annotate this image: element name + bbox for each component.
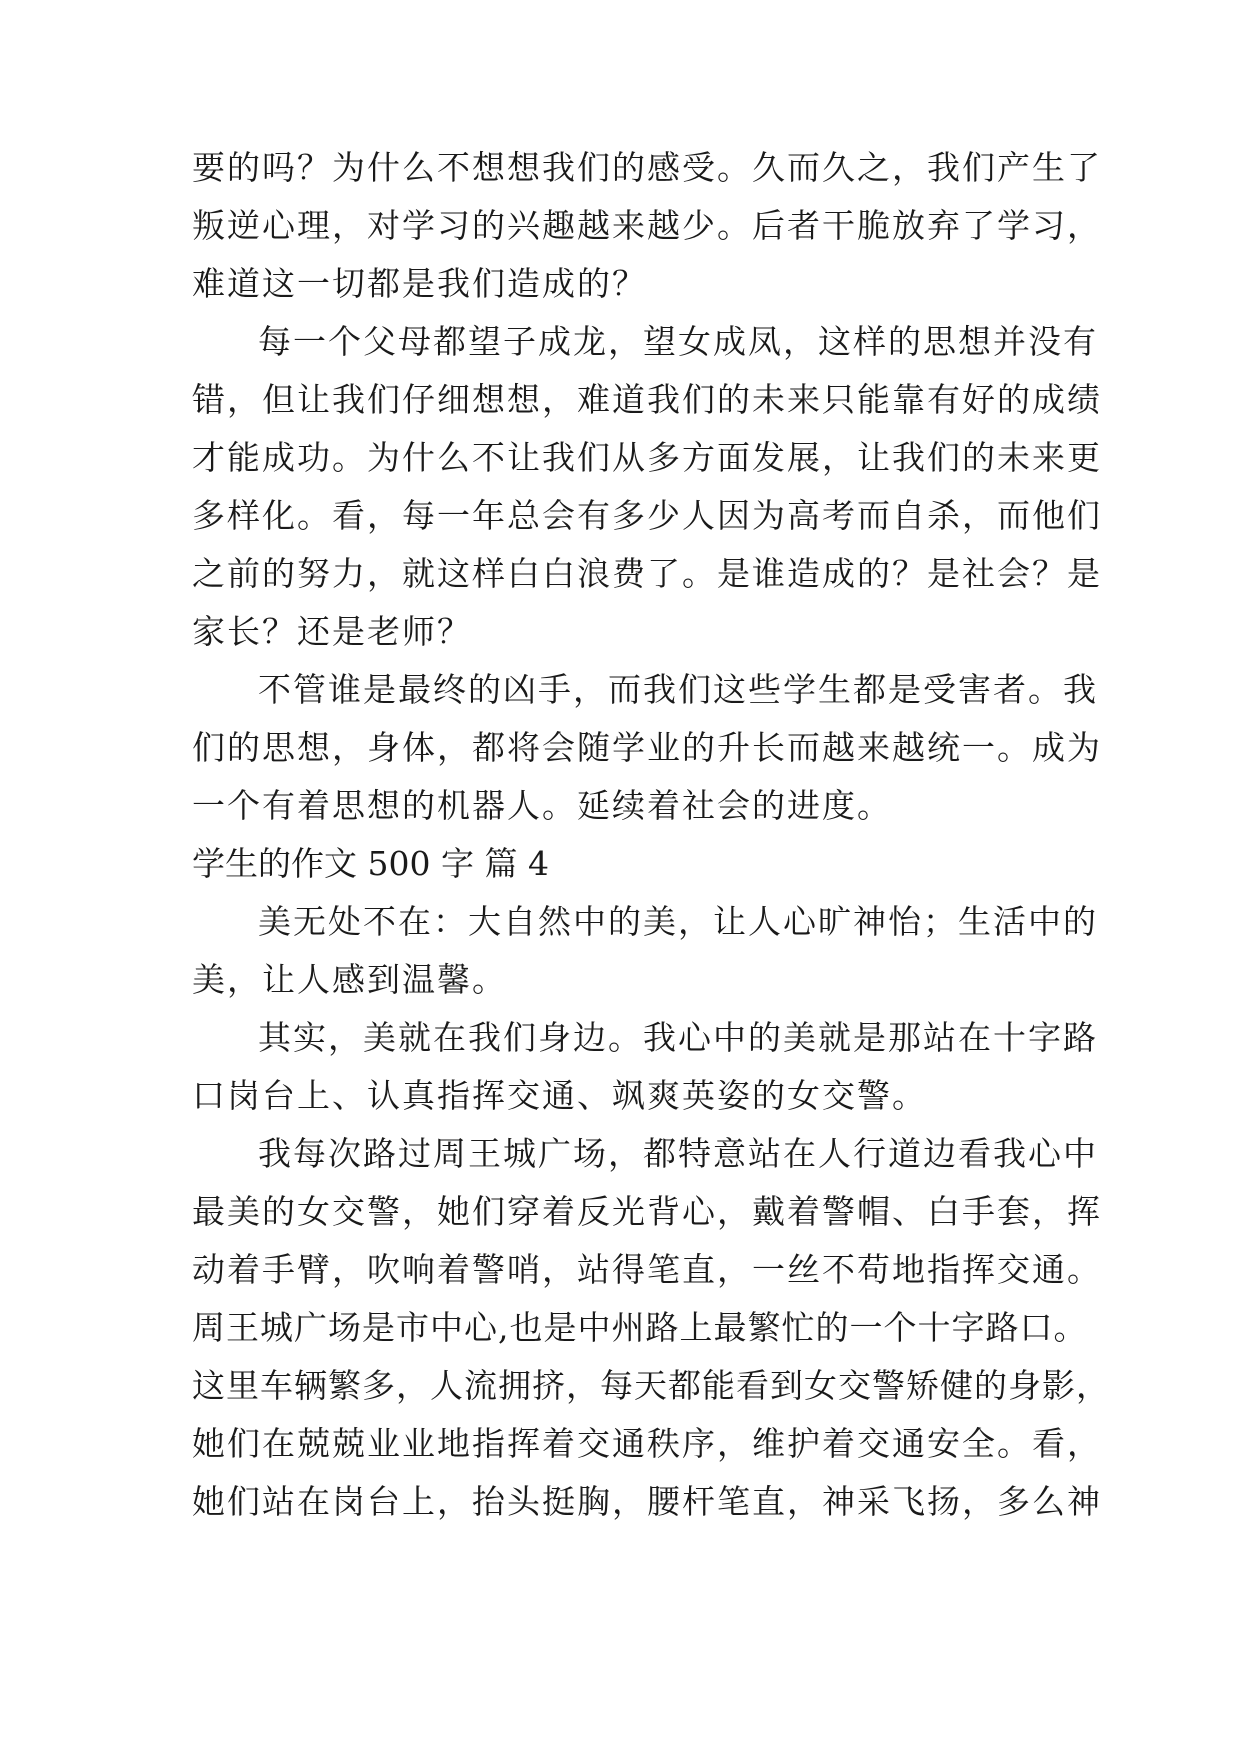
text-line: 家长？还是老师？ bbox=[192, 612, 472, 651]
text-line: 这里车辆繁多，人流拥挤，每天都能看到女交警矫健的身影， bbox=[192, 1366, 1110, 1405]
text-line: 要的吗？为什么不想想我们的感受。久而久之，我们产生了 bbox=[192, 148, 1102, 187]
text-line: 周王城广场是市中心,也是中州路上最繁忙的一个十字路口。 bbox=[192, 1308, 1088, 1347]
paragraph-start: 美无处不在：大自然中的美，让人心旷神怡；生活中的 bbox=[258, 902, 1098, 941]
text-line: 美，让人感到温馨。 bbox=[192, 960, 507, 999]
text-line: 最美的女交警，她们穿着反光背心，戴着警帽、白手套，挥 bbox=[192, 1192, 1102, 1231]
text-line: 之前的努力，就这样白白浪费了。是谁造成的？是社会？是 bbox=[192, 554, 1102, 593]
text-line: 错，但让我们仔细想想，难道我们的未来只能靠有好的成绩 bbox=[192, 380, 1102, 419]
paragraph-start: 我每次路过周王城广场，都特意站在人行道边看我心中 bbox=[258, 1134, 1098, 1173]
text-line: 口岗台上、认真指挥交通、飒爽英姿的女交警。 bbox=[192, 1076, 927, 1115]
paragraph-start: 不管谁是最终的凶手，而我们这些学生都是受害者。我 bbox=[258, 670, 1098, 709]
text-line: 一个有着思想的机器人。延续着社会的进度。 bbox=[192, 786, 892, 825]
text-line: 她们站在岗台上，抬头挺胸，腰杆笔直，神采飞扬，多么神 bbox=[192, 1482, 1102, 1521]
section-heading: 学生的作文 500 字 篇 4 bbox=[192, 844, 549, 883]
paragraph-start: 其实，美就在我们身边。我心中的美就是那站在十字路 bbox=[258, 1018, 1098, 1057]
text-line: 才能成功。为什么不让我们从多方面发展，让我们的未来更 bbox=[192, 438, 1102, 477]
text-line: 们的思想，身体，都将会随学业的升长而越来越统一。成为 bbox=[192, 728, 1102, 767]
text-line: 她们在兢兢业业地指挥着交通秩序，维护着交通安全。看， bbox=[192, 1424, 1102, 1463]
paragraph-start: 每一个父母都望子成龙，望女成凤，这样的思想并没有 bbox=[258, 322, 1098, 361]
text-line: 动着手臂，吹响着警哨，站得笔直，一丝不苟地指挥交通。 bbox=[192, 1250, 1102, 1289]
text-line: 难道这一切都是我们造成的？ bbox=[192, 264, 647, 303]
text-line: 多样化。看，每一年总会有多少人因为高考而自杀，而他们 bbox=[192, 496, 1102, 535]
text-line: 叛逆心理，对学习的兴趣越来越少。后者干脆放弃了学习， bbox=[192, 206, 1102, 245]
